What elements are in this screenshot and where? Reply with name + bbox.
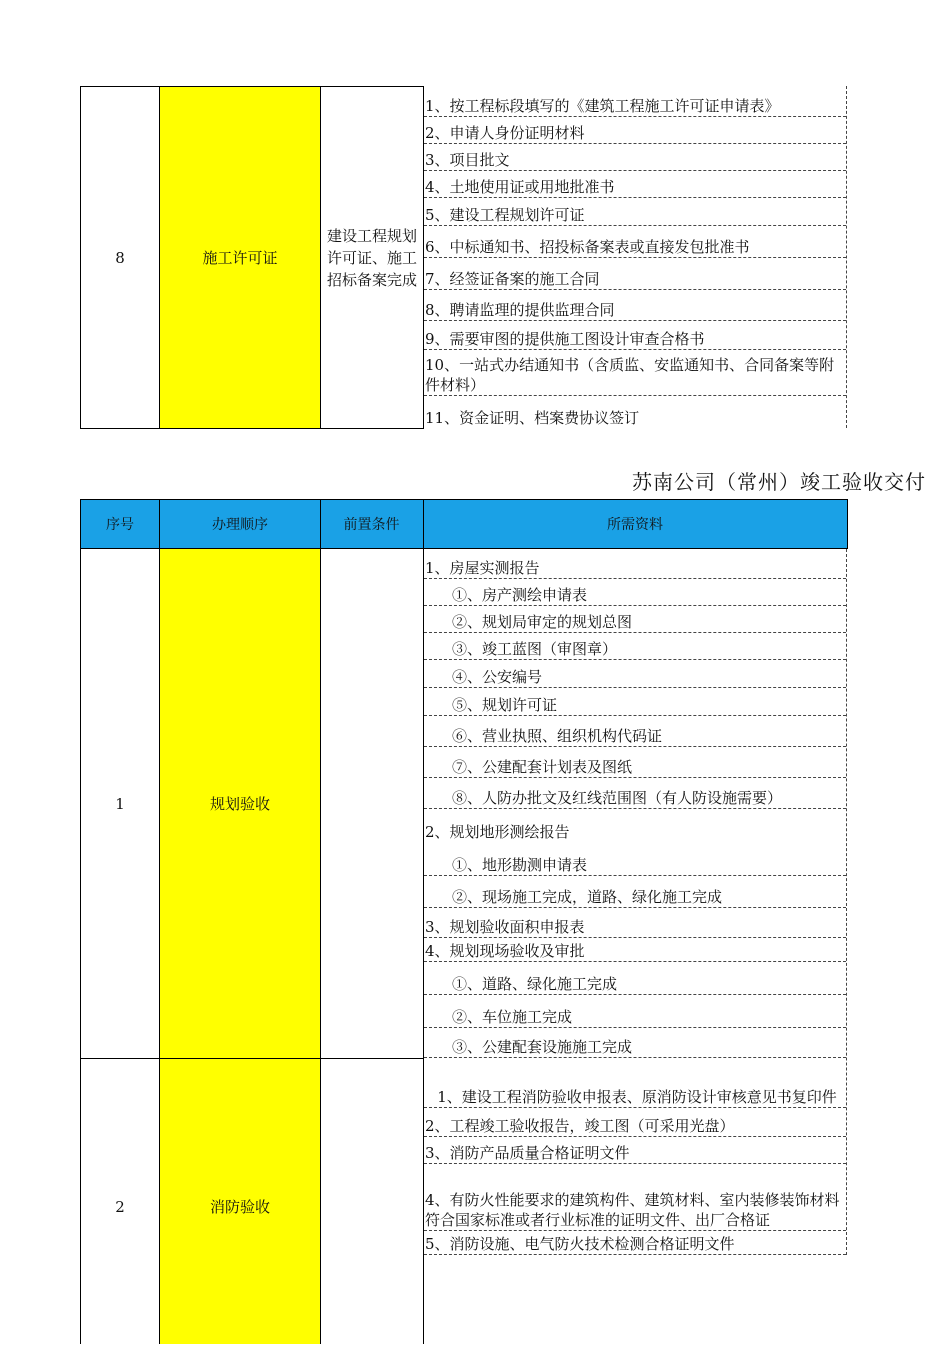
material-item: 11、资金证明、档案费协议签订 xyxy=(425,409,640,427)
material-item: ②、规划局审定的规划总图 xyxy=(424,606,846,633)
material-item: ①、道路、绿化施工完成 xyxy=(424,962,846,995)
material-item: 7、经签证备案的施工合同 xyxy=(424,258,846,290)
header-precondition: 前置条件 xyxy=(343,517,400,533)
seq-cell xyxy=(80,1059,160,1354)
material-item: 3、规划验收面积申报表 xyxy=(424,908,846,938)
seq-value: 2 xyxy=(115,1197,125,1216)
material-item: 6、中标通知书、招投标备案表或直接发包批准书 xyxy=(424,226,846,258)
material-item: ①、房产测绘申请表 xyxy=(424,579,846,606)
material-item: 4、有防火性能要求的建筑构件、建筑材料、室内装修装饰材料符合国家标准或者行业标准的证明文件、出厂合格证 xyxy=(424,1164,846,1231)
table-right-border xyxy=(846,549,847,1255)
material-item: 2、申请人身份证明材料 xyxy=(424,117,846,144)
material-item: 10、一站式办结通知书（含质监、安监通知书、合同备案等附件材料） xyxy=(424,350,846,396)
material-item: ⑧、人防办批文及红线范围图（有人防设施需要） xyxy=(424,778,846,809)
header-top-border xyxy=(80,499,848,500)
seq-cell xyxy=(80,87,160,428)
header-step: 办理顺序 xyxy=(212,517,268,533)
top-table-divider-2 xyxy=(320,86,321,429)
material-item: 5、建设工程规划许可证 xyxy=(424,198,846,226)
material-item: 9、需要审图的提供施工图设计审查合格书 xyxy=(424,321,846,350)
material-item: ④、公安编号 xyxy=(424,660,846,688)
precondition-text: 建设工程规划许可证、施工招标备案完成 xyxy=(326,226,417,289)
material-item: 2、规划地形测绘报告 xyxy=(425,823,570,841)
material-item: ⑥、营业执照、组织机构代码证 xyxy=(424,716,846,747)
material-item: ⑤、规划许可证 xyxy=(424,688,846,716)
material-item: 1、房屋实测报告 xyxy=(424,553,846,579)
step-label: 施工许可证 xyxy=(202,249,278,267)
material-item: 4、规划现场验收及审批 xyxy=(424,938,846,962)
section-title: 苏南公司（常州）竣工验收交付 xyxy=(632,470,926,494)
material-item: ⑦、公建配套计划表及图纸 xyxy=(424,747,846,778)
header-seq: 序号 xyxy=(106,517,134,533)
material-item: 8、聘请监理的提供监理合同 xyxy=(424,290,846,321)
material-item: 2、工程竣工验收报告，竣工图（可采用光盘） xyxy=(424,1108,846,1137)
precondition-cell xyxy=(326,87,418,428)
seq-value: 8 xyxy=(115,248,125,267)
table-divider-2 xyxy=(320,499,321,1344)
top-table-right-border xyxy=(846,86,847,428)
step-label: 规划验收 xyxy=(209,795,270,813)
material-item: ①、地形勘测申请表 xyxy=(424,842,846,876)
material-item: ②、车位施工完成 xyxy=(424,995,846,1028)
step-cell xyxy=(160,1059,320,1354)
material-item: ③、公建配套设施施工完成 xyxy=(424,1028,846,1058)
material-item: 1、建设工程消防验收申报表、原消防设计审核意见书复印件 xyxy=(424,1064,846,1108)
header-materials: 所需资料 xyxy=(607,517,663,533)
material-item: 1、按工程标段填写的《建筑工程施工许可证申请表》 xyxy=(424,91,846,117)
seq-value: 1 xyxy=(115,794,125,813)
step-cell xyxy=(160,549,320,1058)
material-item: 3、项目批文 xyxy=(424,144,846,171)
header-right-border xyxy=(847,499,848,549)
seq-cell xyxy=(80,549,160,1058)
step-label: 消防验收 xyxy=(209,1198,270,1216)
top-table-bottom-border xyxy=(80,428,424,429)
material-item: ③、竣工蓝图（审图章） xyxy=(424,633,846,660)
material-item: 4、土地使用证或用地批准书 xyxy=(424,171,846,198)
material-item: 5、消防设施、电气防火技术检测合格证明文件 xyxy=(424,1231,846,1255)
material-item: ②、现场施工完成，道路、绿化施工完成 xyxy=(424,876,846,908)
material-item: 3、消防产品质量合格证明文件 xyxy=(424,1137,846,1164)
step-cell xyxy=(160,87,320,428)
